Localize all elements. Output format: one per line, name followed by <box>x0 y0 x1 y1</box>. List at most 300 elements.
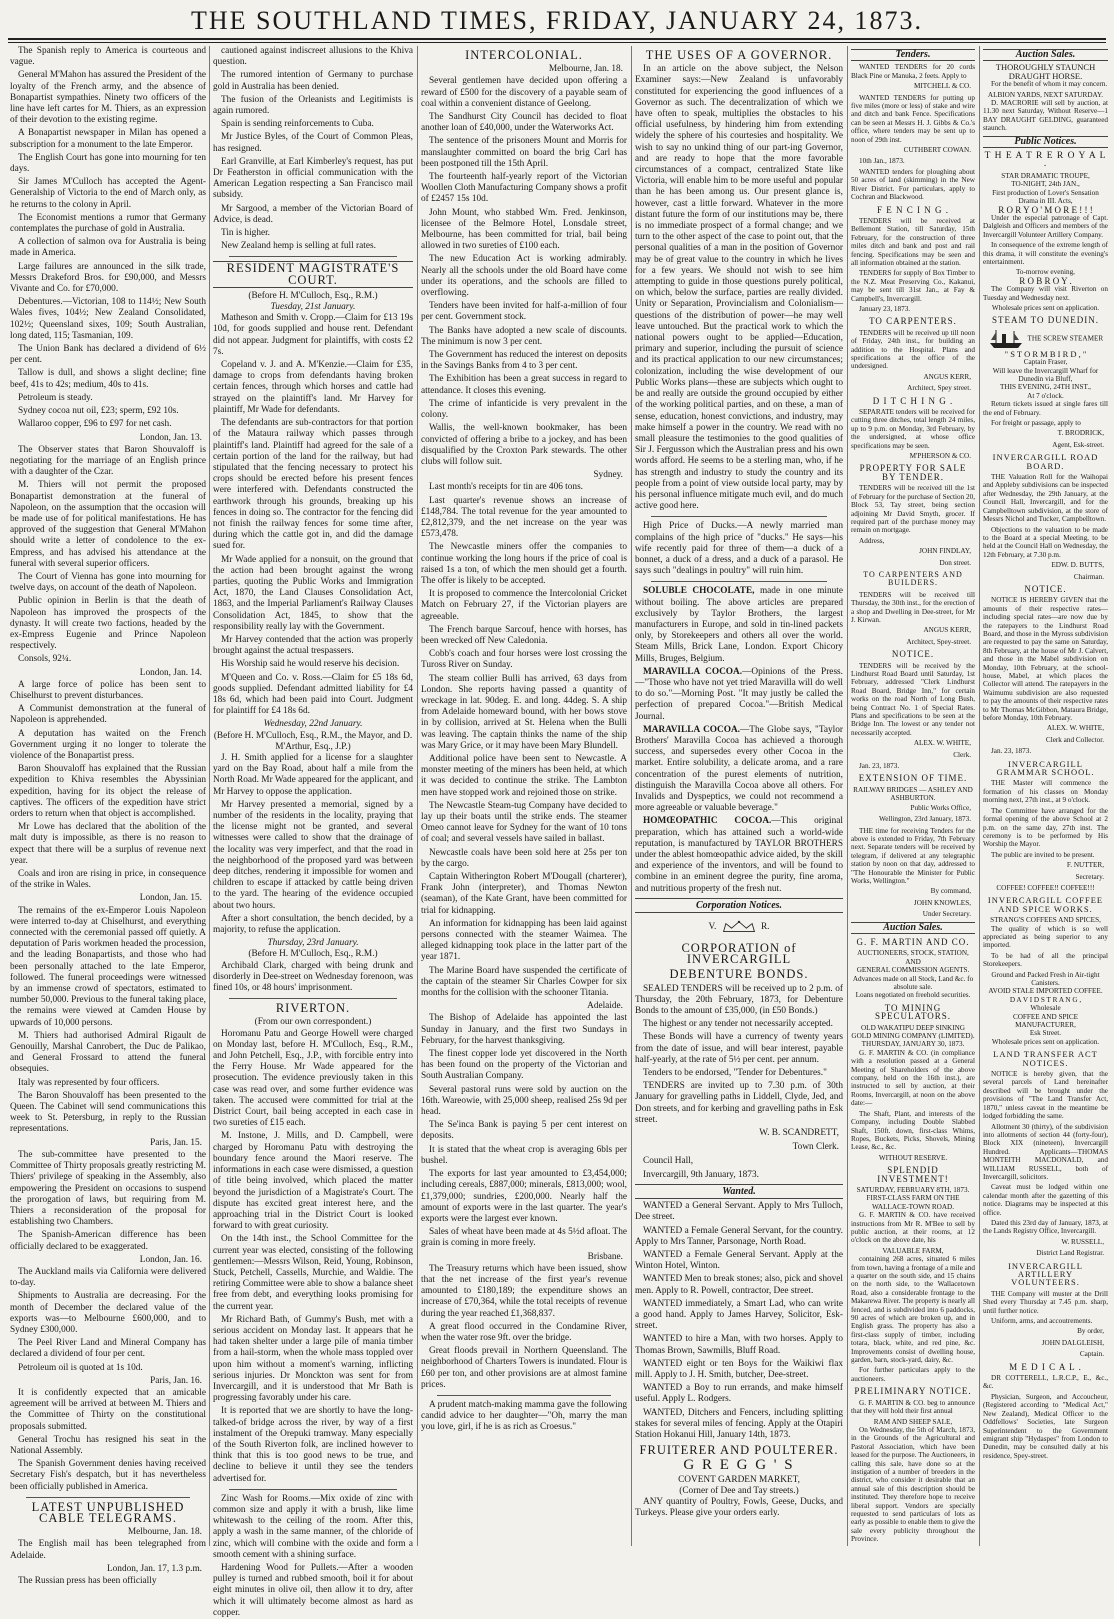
court-bench: (Before H. M'Culloch, Esq., R.M.) <box>248 290 378 301</box>
para-group <box>213 46 413 252</box>
subheading: R O B R O Y . <box>1019 275 1072 286</box>
ad-text: THE Valuation Roll for the Waihopai and Appleby subdivisions can be inspected after Wednesday, the 29th January, at the Council Hall, Invercargill, and for the Campbelltown subdivision, at the store of Messrs Nichol and Tucker, Campbelltown. <box>983 473 1108 524</box>
signature: M'PHERSON & CO. <box>909 452 971 461</box>
paragraph: His Worship said he would reserve his decision. <box>221 659 400 670</box>
column-divider <box>417 46 418 1546</box>
paragraph: The French barque Sarcouf, hence with horses, has been wrecked off New Caledonia. <box>421 624 627 646</box>
para-group <box>10 1150 206 1253</box>
paragraph: General Trochu has resigned his seat in the National Assembly. <box>10 1434 206 1456</box>
paragraph: Zinc Wash for Rooms.—Mix oxide of zinc with common size and apply it with a brush, like lime whitewash to the ceiling of the room. After this, apply a wash in the same manner, of the chloride of zinc, which will combine with the oxide and form a smooth cement with a shining surface. <box>213 1493 413 1560</box>
paragraph: Debentures.—Victorian, 108 to 114½; New South Wales fives, 104½; New Zealand Consolidated, 102½; Queensland sixes, 109; South Australian, long dated, 115; Tasmanian, 109. <box>10 297 206 341</box>
column-divider <box>631 46 632 1546</box>
paragraph: The Bishop of Adelaide has appointed the last Sunday in January, and the first two Sundays in February, for the harvest thanksgiving. <box>421 1013 627 1046</box>
column-divider <box>209 46 210 1546</box>
paragraph: The remains of the ex-Emperor Louis Napoleon were interred to-day at Chiselhurst, and everything connected with the ceremonial passed off quietly. A deputation of Paris workmen headed the procession, and the leading Bonapartists, and those who had been personally attached to the late Emperor, followed. The funeral proceedings were witnessed by an immense crowd of spectators, estimated to number 50,000. Previous to the funeral taking place, the remains were viewed at Camden House by upwards of 10,000 persons. <box>10 905 206 1028</box>
dateline: Adelaide. <box>587 1001 623 1012</box>
paragraph: Earl Granville, at Earl Kimberley's request, has put Dr Featherston in official communication with the American Legation respecting a San Francisco mail subsidy. <box>213 156 413 201</box>
paragraph: Captain Witherington Robert M'Dougall (charterer), Frank John (interpreter), and Thomas Newton (seaman), of the Kate Grant, have been committed for trial for kidnapping. <box>421 872 627 916</box>
subheading: R O R Y O ' M O R E ! ! ! <box>998 204 1093 215</box>
ad-text: Under the especial patronage of Capt. Dalgleish and Officers and members of the Invercargill Volunteer Artillery Company. <box>983 213 1108 239</box>
paragraph: The sentence of the prisoners Mount and Morris for manslaughter committed on board the brig Carl has been postponed till the 15th April. <box>421 136 627 169</box>
ad-title: HOMŒOPATHIC COCOA. <box>643 816 772 827</box>
subheading: Wholesale <box>1030 1004 1061 1013</box>
dateline: Melbourne, Jan. 18. <box>548 64 623 75</box>
para-group <box>421 1264 627 1391</box>
paragraph: Petroleum oil is quoted at 1s 10d. <box>18 1362 143 1373</box>
subheading: THE SCREW STEAMER <box>1027 334 1104 343</box>
signature-title: Secretary. <box>1075 872 1104 881</box>
ad-text: The public are invited to be present. <box>991 850 1095 859</box>
paragraph: WANTED eight or ten Boys for the Waikiwi flax mill. Apply to J. H. Smith, butcher, Dee-street. <box>635 1358 843 1380</box>
crest-left-letter: V. <box>708 922 717 933</box>
paragraph: The crime of infanticide is very prevalent in the colony. <box>421 398 627 421</box>
ad-text: Allotment 30 (thirty), of the subdivision into allotments of section 44 (forty-four), Block XIX (nineteen), Invercargill Hundred. Applicants—THOMAS MONTEITH MACDONALD, and WILLIAM RUSSELL, both of Invercargill, solicitors. <box>983 1122 1108 1181</box>
paragraph: M. Thiers will not permit the proposed Bonapartist demonstration at the funeral of Napoleon, on the assumption that the occasion will be made use of for political manifestations. He has approved of the suggestion that General M'Mahon should write a letter of condolence to the ex-Empress, and has advised his attendance at the funeral with several superior officers. <box>10 480 206 569</box>
signature-title: Don street. <box>939 558 971 567</box>
ad-text: containing 268 acres, situated 6 miles from town, having a frontage of a mile and a quarter on the south side, and 15 chains on the north side, to the Wallacetown Road, also a considerable frontage to the Makarewa River. The property is nearly all fenced, and is subdivided into 6 paddocks, 90 acres of which are broken up, and in English grass. The property has also a first-class supply of timber, including totara, black, white, and red pine, &c. Improvements consist of dwelling house, garden, barn, stock-yard, dairy, &c. <box>851 1255 975 1365</box>
paragraph: The Newcastle Steam-tug Company have decided to lay up their boats until the strike ends. The steamer Omeo cannot leave for Sydney for the want of 10 tons of coal; and several vessels have sailed in ballast. <box>421 800 627 845</box>
section-bar: Auction Sales. <box>851 922 975 934</box>
signature-note: By command, <box>930 887 971 896</box>
ad-text: For further particulars apply to the auctioneers. <box>851 1366 975 1383</box>
subheading: GENERAL COMMISSION AGENTS. <box>856 966 970 975</box>
subheading: FIRST-CLASS FARM ON THE WALLACE-TOWN ROAD. <box>866 1194 960 1211</box>
paragraph: The English mail has been telegraphed from Adelaide. <box>10 1539 206 1561</box>
section-heading: RIVERTON. <box>275 1001 351 1016</box>
dateline: Brisbane. <box>587 1251 623 1262</box>
paragraph: Italy was represented by four officers. <box>18 1077 160 1088</box>
subheading: Captain Fraser, <box>1023 358 1068 367</box>
ad-text: TENDERS for supply of Box Timber to the N.Z. Meat Preserving Co., Kakanui, may be sent till 31st Jan., at Fay & Campbell's, Invercargill. <box>851 269 975 303</box>
date: 10th Jan., 1873. <box>859 157 905 166</box>
section-heading: TO CARPENTERS. <box>869 316 957 327</box>
paragraph: New Zealand hemp is selling at full rates. <box>221 241 376 252</box>
para-group <box>213 753 413 936</box>
subheading: COFFEE! COFFEE!! COFFEE!!! <box>996 883 1095 892</box>
paragraph: Cobb's coach and four horses were lost crossing the Tuross River on Sunday. <box>421 649 627 671</box>
paragraph: Public opinion in Berlin is that the death of Napoleon has improved the prospects of the dynasty. It will create two factions, headed by the ex-Empress Eugenie and Prince Napoleon respectively. <box>10 596 206 652</box>
paragraph: The Union Bank has declared a dividend of 6½ per cent. <box>10 344 206 366</box>
paragraph: Great floods prevail in Northern Queensland. The neighborhood of Charters Towers is inundated. Flour is £60 per ton, and other provisions are at almost famine prices. <box>421 1346 627 1390</box>
paragraph: The Spanish-American difference has been officially declared to be exaggerated. <box>10 1230 206 1252</box>
signature-title: District Land Registrar. <box>1036 1249 1104 1258</box>
paragraph: cautioned against indiscreet allusions to the Khiva question. <box>213 46 413 68</box>
subheading: STAR DRAMATIC TROUPE, <box>1001 171 1090 180</box>
date: Jan. 23, 1873. <box>859 762 900 771</box>
paragraph: The Banks have adopted a new scale of discounts. The minimum is now 3 per cent. <box>421 325 627 347</box>
dateline: London, Jan. 16. <box>139 1254 202 1265</box>
para-group <box>635 984 843 1126</box>
crest-right-letter: R. <box>760 922 770 933</box>
ad-text: TENDERS will be received at Bellemont Station, till Saturday, 15th February, for the construction of three miles ditch and bank and post and rail fencing. Specifications may be seen and all information obtained at the station. <box>851 216 975 267</box>
subheading: ALBION YARDS, NEXT SATURDAY. <box>987 90 1104 99</box>
paragraph: WANTED, Ditchers and Fencers, including splitting stakes for several miles of fencing. Apply at the Otapiri Station Hokanui Hill, January 14th, 1873. <box>635 1407 843 1440</box>
section-heading: NOTICE. <box>891 649 935 660</box>
court-date: Thursday, 23rd January. <box>267 938 359 949</box>
paragraph: John Mount, who stabbed Wm. Fred. Jenkinson, licensee of the Belmore Hotel, Lonsdale street, Melbourne, has been committed for trial, bail being allowed in two sureties of £100 each. <box>421 207 627 252</box>
signature: ALEX. W. WHITE, <box>1046 724 1104 733</box>
signature-title: Architect, Spey-street. <box>906 637 971 646</box>
section-bar: Wanted. <box>635 1184 843 1199</box>
section-heading: INVERCARGILL ARTILLERY VOLUNTEERS. <box>1008 1260 1083 1288</box>
paragraph: TENDERS are invited up to 7.30 p.m. of 30th January for gravelling paths in Liddell, Clyde, Jed, and Don streets, and for kerbing and gravelling paths in Esk street. <box>635 1081 843 1125</box>
section-heading: FRUITERER AND POULTERER. <box>639 1443 839 1458</box>
signature: JOHN FINDLAY, <box>919 547 971 556</box>
section-heading: TO CARPENTERS AND BUILDERS. <box>863 569 963 588</box>
subheading: SATURDAY, FEBRUARY 8TH, 1873. <box>856 1185 970 1194</box>
subheading: TO-NIGHT, 24th JAN., <box>1011 180 1080 189</box>
section-heading: G R E G G ' S <box>683 1457 795 1474</box>
paragraph: A Bonapartist newspaper in Milan has opened a subscription for a monument to the late Emperor. <box>10 128 206 150</box>
paragraph: Mr Richard Bath, of Gummy's Bush, met with a serious accident on Monday last. It appears that he had taken shelter under a large pile of mania timber from a hail-storm, when the whole mass toppled over upon him without a moment's warning, inflicting serious injuries. Dr Monckton was sent for from Invercargill, and it is understood that Mr Bath is progressing favorably under his care. <box>213 1314 413 1404</box>
subheading: First production of Lover's Sensation Drama in III. Acts, <box>992 188 1099 206</box>
ad-text: NOTICE IS HEREBY GIVEN that the amounts of their respective rates—including special rates—are now due by the ratepayers to the Lindhurst Road Board, and those in the Myross subdivision are requested to pay the same on Saturday, 8th February, at the house of Mr J. Calvert, and those in the Mabel subdivision on Monday, 10th February, at the school-house, Mabel, at which places the Collector will attend. The ratepayers in the Waimumu subdivision are also requested to pay the amounts of their respective rates to Mr Thomas McGibbon, Mataura Bridge, before Monday, 10th February. <box>983 596 1108 723</box>
subheading: Wholesale prices sent on application. <box>991 303 1100 312</box>
subheading: VALUABLE FARM, <box>882 1246 944 1255</box>
subheading: AUCTIONEERS, STOCK, STATION, <box>857 949 969 958</box>
section-heading: STEAM TO DUNEDIN. <box>992 315 1099 326</box>
ad-text: THE Company will muster at the Drill Shed every Thursday at 7.45 p.m. sharp, until further notice. <box>983 1289 1108 1315</box>
paragraph: Coals and iron are rising in price, in consequence of the strike in Wales. <box>10 869 206 891</box>
signature: JOHN DALGLEISH, <box>1041 1338 1104 1347</box>
para-group <box>10 445 206 666</box>
subheading: THOROUGHLY STAUNCH DRAUGHT HORSE. <box>995 62 1096 81</box>
paragraph: The Newcastle miners offer the companies to continue working the long hours if the price of coal is raised 1s a ton, of which the men should get a fourth. The offer is likely to be accepted. <box>421 542 627 586</box>
paragraph: M. Instone, J. Mills, and D. Campbell, were charged by Horomanu Patu with destroying the boundary fence around the Maori reserve. The informations in each case were dismissed, a question of title being involved, which placed the matter beyond the jurisdiction of a Magistrate's Court. The dispute has excited great interest here, and the approaching trial in the District Court is looked forward to with great curiosity. <box>213 1131 413 1232</box>
column-divider <box>847 46 848 1546</box>
paragraph: These Bonds will have a currency of twenty years from the date of issue, and will bear interest, payable half-yearly, at the rate of 5½ per cent. per annum. <box>635 1032 843 1065</box>
paragraph: J. H. Smith applied for a license for a slaughter yard on the Bay Road, about half a mile from the North Road. Mr Wade appeared for the applicant, and Mr Harvey to oppose the application. <box>213 752 413 797</box>
ad-text: WANTED TENDERS for 20 cords Black Pine or Manuka, 2 feets. Apply to <box>851 63 975 80</box>
paragraph: ANY quantity of Poultry, Fowls, Geese, Ducks, and Turkeys. Please give your orders early. <box>635 1496 843 1519</box>
column-governor <box>635 46 843 1546</box>
paragraph: Shipments to Australia are decreasing. For the month of December the declared value of the exports was—to Melbourne £600,000, and to Sydney £300,000. <box>10 1291 206 1335</box>
ad-text: DR COTTERELL, L.R.C.P., E., &c., &c. <box>983 1374 1108 1391</box>
paragraph: Tallow is dull, and shows a slight decline; fine beef, 41s to 42s; medium, 40s to 41s. <box>10 368 206 390</box>
paragraph: Spain is sending reinforcements to Cuba. <box>221 119 374 130</box>
ad-text: Uniform, arms, and accoutrements. <box>991 1317 1093 1326</box>
paragraph: The Spanish Government denies having received Secretary Fish's despatch, but it has nevertheless been officially published in America. <box>10 1459 206 1492</box>
paragraph: The Peel River Land and Mineral Company has declared a dividend of four per cent. <box>10 1338 206 1360</box>
ad-text: made in one minute without boiling. The above articles are prepared exclusively by Taylor Brothers, the largest manufacturers in Europe, and sold in tin-lined packets only, by Storekeepers and others all over the world. Steam Mills, Brick Lane, London. Export Chicory Mills, Bruges, Belgium. <box>635 586 843 664</box>
paragraph: Sydney cocoa nut oil, £23; sperm, £92 10s. <box>18 406 179 417</box>
section-heading: LAND TRANSFER ACT NOTICES. <box>993 1049 1098 1068</box>
paragraph: A collection of salmon ova for Australia is being made in America. <box>10 237 206 259</box>
dateline: Sydney. <box>593 470 623 481</box>
dateline: London, Jan. 14. <box>139 667 202 678</box>
crown-icon <box>719 917 759 937</box>
office: Public Works Office, <box>910 803 971 812</box>
paragraph: A deputation has waited on the French Government urging it no longer to tolerate the violence of the Bonapartist press. <box>10 728 206 761</box>
paragraph: A prudent match-making mamma gave the following candid advice to her daughter—"Oh, marry the man you love, girl, if he is as rich as Croesus." <box>421 1399 627 1433</box>
section-heading: PROPERTY FOR SALE BY TENDER. <box>859 463 967 482</box>
paragraph: Copeland v. J. and A. M'Kenzie.—Claim for £35, damage to crops from defendants having broken certain fences, through which horses and cattle had strayed on the plaintiff's land. Mr Harvey for plaintiff, Mr Wade for defendants. <box>213 360 413 415</box>
date: January 23, 1873. <box>859 304 911 313</box>
subheading: OLD WAKATIPU DEEP SINKING GOLD MINING COMPANY (LIMITED). <box>851 1023 975 1041</box>
section-heading: PRELIMINARY NOTICE. <box>854 1386 972 1397</box>
section-heading: EXTENSION OF TIME. <box>858 773 968 784</box>
ad-text: The Company will visit Riverton on Tuesday and Wednesday next. <box>983 285 1108 302</box>
place: Council Hall, <box>643 1156 694 1167</box>
subheading: At 7 o'clock. <box>1027 391 1064 400</box>
paragraph: The Sandhurst City Council has decided to float another loan of £40,000, under the Waterworks Act. <box>421 112 627 134</box>
paragraph: M'Queen and Co. v. Ross.—Claim for £5 18s 6d, goods supplied. Defendant admitted liability for £4 18s 6d, which had been paid into Court. Judgment for plaintiff for £4 18s 6d. <box>213 672 413 717</box>
ad-text: Address, <box>859 536 885 545</box>
subheading: AND <box>905 957 921 966</box>
ad-text: WANTED tenders for ploughing about 50 acres of land (skimming) in the New River District. For particulars, apply to Cochran and Blackwood. <box>851 167 975 202</box>
ad-text: G. F. MARTIN & CO. beg to announce that they will hold their first annual <box>851 1398 975 1416</box>
para-group <box>635 64 843 512</box>
column-cable-news <box>10 46 206 1586</box>
ad-text: —This original preparation, which has attained such a world-wide reputation, is manufactured by TAYLOR BROTHERS under the ablest homœopathic advice aided, by the skill and experience of the inventors, and will be found to combine in an eminent degree the purity, fine aroma, and nutritious property of the fresh nut. <box>635 816 843 894</box>
para-group <box>421 482 627 999</box>
signature-title: Clerk. <box>953 750 971 759</box>
paragraph: On the 14th inst., the School Committee for the current year was elected, consisting of the following gentlemen:—Messrs Wilson, Reid, Young, Robinson, Stuck, Petchell, Cassells, Murchie, and Waldie. The retiring Committee were able to show a balance sheet free from debt, and everything looks promising for the current year. <box>213 1234 413 1312</box>
dateline: Paris, Jan. 16. <box>150 1375 202 1386</box>
paragraph: Mr Wade applied for a nonsuit, on the ground that the action had been brought against the wrong parties, quoting the Public Works and Immigration Act, 1870, the Land Clauses Consolidation Act, 1863, and the Imperial Parliament's Railway Clauses Consolidation Act, 1845, to show that the responsibility really lay with the Government. <box>213 554 413 632</box>
paragraph: Tenders have been invited for half-a-million of four per cent. Government stock. <box>421 301 627 323</box>
signature-title: Architect, Spey street. <box>907 384 971 393</box>
column-intercolonial <box>421 46 627 1546</box>
paragraph: Tenders to be endorsed, "Tender for Debentures." <box>643 1068 827 1079</box>
court-date: Wednesday, 22nd January. <box>263 719 363 730</box>
paragraph: The fusion of the Orleanists and Legitimists is again rumored. <box>213 94 413 117</box>
subheading: THIS EVENING, 24TH INST., <box>1000 383 1091 392</box>
office: Wellington, 23rd January, 1873. <box>879 815 971 824</box>
para-group <box>421 1013 627 1249</box>
ad-text: G. F. MARTIN & CO. have received instructions from Mr R. M'Bee to sell by public auction, at their rooms, at 12 o'clock on the above date, his <box>851 1211 975 1245</box>
ad-text: THE time for receiving Tenders for the above is extended to Friday, 7th February next. Separate tenders will be received by telegram, if delivered at any telegraphic station by noon on that day, addressed to "The Honourable the Minister for Public Works, Wellington." <box>851 826 975 885</box>
section-heading: M E D I C A L . <box>1009 1361 1082 1372</box>
paragraph: Petroleum is steady. <box>18 392 93 403</box>
signature: CUTHBERT COWAN. <box>903 146 971 155</box>
ad-text: WANTED TENDERS for putting up five miles (more or less) of stake and wire and ditch and bank Fence. Specifications can be seen at Messrs H. J. Gibbs & Co.'s office, where tenders may be sent up to noon of 29th inst. <box>851 93 975 144</box>
ad-text: G. F. MARTIN & CO. (in compliance with a resolution passed at a General Meeting of Shareholders of the above company, held on the 16th inst.), are instructed to sell by auction, at their Rooms, Invercargill, at noon on the above date:— <box>851 1048 975 1108</box>
ad-text: The Committee have arranged for the formal opening of the above School at 2 p.m. on the same day, 27th inst. The ceremony is to be performed by His Worship the Mayor. <box>983 806 1108 849</box>
section-heading: DEBENTURE BONDS. <box>669 967 809 982</box>
subheading: COFFEE AND SPICE MANUFACTURER, <box>1012 1012 1079 1030</box>
steamer-line <box>983 328 1108 350</box>
paragraph: Wallaroo copper, £96 to £97 for net cash. <box>18 419 172 430</box>
para-group <box>10 1267 206 1374</box>
subheading: To-morrow evening, <box>1016 268 1075 277</box>
court-date: Tuesday, 21st January. <box>270 302 356 313</box>
signature: JOHN KNOWLES, <box>913 898 971 907</box>
subheading: Advances made on all Stock, Land &c. fo absolute sale. <box>852 974 974 991</box>
subheading: (From our own correspondent.) <box>254 1017 372 1028</box>
subheading: COVENT GARDEN MARKET, <box>678 1474 800 1485</box>
paragraph: Mr Lowe has declared that the abolition of the malt duty is impossible, as there is no reason to expect that there will be a surplus of revenue next year. <box>10 822 206 866</box>
para-group <box>421 76 627 468</box>
ad-text: Physician, Surgeon, and Accoucheur, (Registered according to "Medical Act," New Zealand), Medical Officer to the Oddfellows' Societies, late Surgeon Superintendent to the Government emigrant ship "Hydaspes" from London to Dunedin, may be consulted daily at his residence, Spey-street. <box>983 1392 1108 1460</box>
section-heading: RESIDENT MAGISTRATE'S COURT. <box>213 261 413 287</box>
paragraph: A Communist demonstration at the funeral of Napoleon is apprehended. <box>10 704 206 726</box>
para-group <box>10 906 206 1136</box>
ad-text: —Opinions of the Press.—"Those who have not yet tried Maravilla will do well to do so."—Morning Post. "It may justly be called the perfection of prepared Cocoa."—British Medical Journal. <box>635 666 843 722</box>
paragraph: The steam collier Bulli has arrived, 63 days from London. She reports having passed a quantity of wreckage in lat. 90deg. E. and long. 44deg. S. A ship from Adelaide homeward bound, with her bows stove in by collision, arrived at St. Helena when the Bulli was leaving. The captain thinks the name of the ship was Mary Grice, or it may have been Mary Blundell. <box>421 673 627 751</box>
ad-text: Objections to the valuation to be made to the Board at a special Meeting, to be held at the Council Hall on Wednesday, the 12th February, at 7.30 p.m. <box>983 525 1108 559</box>
signature-title: Under Secretary. <box>922 910 971 919</box>
ad-text: For freight or passage, apply to <box>991 419 1081 428</box>
subheading: Will leave the Invercargill Wharf for Dunedin via Bluff, <box>992 366 1099 383</box>
paragraph: Baron Shouvaloff has explained that the Russian expedition to Khiva resembles the Abyssinian expedition, having for its object the release of captives. The officers of the expedition have strict orders to return when that object is accomplished. <box>10 764 206 819</box>
section-heading: CORPORATION of INVERCARGILL <box>681 941 797 967</box>
paragraph: Additional police have been sent to Newcastle. A monster meeting of the miners has been held, at which it was decided to continue the strike. The Lambton men have stopped work and rejoined those on strike. <box>421 753 627 798</box>
paragraph: The Exhibition has been a great success in regard to attendance. It closes this evening. <box>421 374 627 396</box>
subheading: (Corner of Dee and Tay streets.) <box>679 1485 799 1496</box>
section-heading: T H E A T R E R O Y A L . <box>984 151 1107 170</box>
signature: ALEX. W. WHITE, <box>913 739 971 748</box>
column-court <box>213 46 413 1618</box>
signature: W. B. SCANDRETT, <box>759 1128 839 1139</box>
signature-note: By order, <box>1077 1327 1104 1336</box>
dateline: Melbourne, Jan. 18. <box>127 1527 202 1538</box>
paragraph: Large failures are announced in the silk trade, Messrs Drakeford Bros. for £90,000, and Messrs Vivante and Co. for £70,000. <box>10 261 206 295</box>
ad-text: TENDERS will be received till the 1st of February for the purchase of Section 20, Block 53, Tay street, being section adjoining Mr David Smyth, grocer. If required part of the purchase money may remain on mortgage. <box>851 484 975 535</box>
ad-text: The quality of which is so well appreciated as being superior to any imported. <box>983 924 1108 950</box>
paragraph: An information for kidnapping has been laid against persons connected with the steamer Waimea. The alleged kidnapping took place in the latter part of the year 1871. <box>421 918 627 963</box>
subheading: STRANG'S COFFEES AND SPICES, <box>990 916 1101 925</box>
paragraph: It is reported that we are shortly to have the long-talked-of bridge across the river, by way of a first instalment of the Orepuki tramway. Many especially of the South Riverton folk, are inclined however to think that this is too good news to be true, and decline to believe it until they see the tenders advertised for. <box>213 1406 413 1484</box>
para-group <box>213 313 413 717</box>
paragraph: Several pastoral runs were sold by auction on the 16th. Wareowie, with 25,000 sheep, realised 25s 9d per head. <box>421 1084 627 1118</box>
paragraph: Wallis, the well-known bookmaker, has been convicted of offering a bribe to a jockey, and has been disqualified by the Croxton Park stewards. The other clubs will follow suit. <box>421 423 627 467</box>
signature: ANGUS KERR, <box>923 626 971 635</box>
signature: ANGUS KERR, <box>923 372 971 381</box>
ad-text: To be had of all the principal Storekeepers. <box>983 951 1108 969</box>
royal-crest <box>635 915 843 939</box>
section-bar: Public Notices. <box>983 136 1108 148</box>
paragraph: High Price of Ducks.—A newly married man complains of the high price of "ducks." He says—his wife recently paid for three of them—a duck of a bonnet, a duck of a dress, and a duck of a parasol. He says such "dealings in poultry" will ruin him. <box>635 521 843 577</box>
dateline: London, Jan. 15. <box>139 893 202 904</box>
subheading: WITHOUT RESERVE. <box>878 1153 948 1162</box>
signature: MITCHELL & CO. <box>913 82 971 91</box>
ad-title: MARAVILLA COCOA. <box>643 724 740 735</box>
paragraph: The Se'inca Bank is paying 5 per cent interest on deposits. <box>421 1120 627 1142</box>
subheading: Ground and Packed Fresh in Air-tight Canisters. <box>991 970 1100 987</box>
paragraph: The Government has reduced the interest on deposits in the Savings Banks from 4 to 3 per cent. <box>421 350 627 372</box>
paragraph: Sales of wheat have been made at 4s 5½d afloat. The grain is coming in more freely. <box>421 1227 627 1249</box>
ad-title: SOLUBLE CHOCOLATE, <box>643 586 755 597</box>
subheading: THURSDAY, JANUARY 30, 1873. <box>861 1040 965 1049</box>
ad-text: TENDERS will be received by the Lindhurst Road Board until Saturday, 1st February, addressed "Clerk Lindhurst Road Board, Bridge Inn," for certain works on the road North of Long Bush, being Contract No. 1 of Special Rates. Plans and specifications to be seen at the Bridge Inn. The lowest or any tender not necessarily accepted. <box>851 661 975 737</box>
section-heading: INVERCARGILL GRAMMAR SCHOOL. <box>996 758 1095 778</box>
paragraph: It is confidently expected that an amicable agreement will be arrived at between M. Thiers and the Committee of Thirty on the constitutional proposals submitted. <box>10 1387 206 1432</box>
ad-text: THE Master will commence the formation of his classes on Monday morning next, 27th inst., at 9 o'clock. <box>983 779 1108 805</box>
section-heading: NOTICE. <box>1024 583 1067 594</box>
place: Invercargill, 9th January, 1873. <box>643 1169 759 1180</box>
signature: W. RUSSELL, <box>1061 1237 1104 1246</box>
paragraph: The defendants are sub-contractors for that portion of the Mataura railway which passes through plaintiff's land. Plaintiff had agreed for the sale of a certain portion of the land for the railway, but had stipulated that the fencing necessary to protect his crops should be erected before his present fences were interfered with. Defendants constructed the earthwork through his grounds, breaking up his fences in doing so. The contractor for the fencing did not finish the railway fences for some time after, during which the cattle got in, and did the damage sued for. <box>213 418 413 552</box>
paragraph: Mr Harvey presented a memorial, signed by a number of the residents in the locality, praying that the license might not be granted, and several witnesses were called to show that the drainage of the locality was very imperfect, and that the road in the neighborhood of the proposed yard was between deep ditches, rendering it impossible for women and children to escape if attacked by cattle being driven to the yard. The hearing of the evidence occupied about two hours. <box>213 799 413 911</box>
paragraph: A great flood occurred in the Condamine River, when the water rose 9ft. over the bridge. <box>421 1321 627 1343</box>
ad-text: TENDERS will be received till Thursday, the 30th inst., for the erection of a shop and Dwelling in Dee-street, for Mr J. Kirwan. <box>851 590 975 624</box>
court-bench: (Before H. M'Culloch, Esq., R.M., the Mayor, and D. M'Arthur, Esq., J.P.) <box>213 730 413 752</box>
paragraph: WANTED immediately, a Smart Lad, who can write a good hand. Apply to James Harvey, Solicitor, Esk-street. <box>635 1298 843 1332</box>
paragraph: The Russian press has been officially <box>18 1576 157 1586</box>
paragraph: The rumored intention of Germany to purchase gold in Australia has been denied. <box>213 70 413 92</box>
paragraph: SEALED TENDERS will be received up to 2 p.m. of Thursday, the 20th February, 1873, for Debenture Bonds to the amount of £35,000, (in £50 Bonds.) <box>635 983 843 1017</box>
paragraph: WANTED a Boy to run errands, and make himself useful. Apply L. Rodgers. <box>635 1383 843 1405</box>
column-divider <box>979 46 980 1546</box>
paragraph: The new Education Act is working admirably. Nearly all the schools under the old Board have come under its operations, and the schools are filled to overflowing. <box>421 254 627 299</box>
ad-title: MARAVILLA COCOA. <box>643 666 743 677</box>
paragraph: The Auckland mails via California were delivered to-day. <box>10 1266 206 1289</box>
subheading: Wholesale prices sent on application. <box>991 1037 1100 1046</box>
paragraph: The fourteenth half-yearly report of the Victorian Woollen Cloth Manufacturing Company shows a profit of £2457 15s 10d. <box>421 172 627 205</box>
section-bar: Corporation Notices. <box>635 898 843 913</box>
signature-title: Clerk and Collector. <box>1045 735 1104 744</box>
paragraph: Tin is higher. <box>221 228 270 239</box>
paragraph: WANTED a Female General Servant, for the country. Apply to Mrs Tanner, Parsonage, North Road. <box>635 1225 843 1247</box>
dateline: London, Jan. 13. <box>139 432 202 443</box>
column-notices <box>983 46 1108 1546</box>
masthead-rule <box>8 38 1106 40</box>
subheading: RAM AND SHEEP SALE, <box>873 1417 953 1426</box>
date: Jan. 23, 1873. <box>991 747 1032 756</box>
subheading: RAILWAY BRIDGES — ASHLEY AND ASHBURTON. <box>853 785 973 803</box>
paragraph: The Observer states that Baron Shouvaloff is negotiating for the marriage of an English prince with a daughter of the Czar. <box>10 444 206 478</box>
paragraph: The sub-committee have presented to the Committee of Thirty proposals greatly restricting M. Thiers' privilege of speaking in the Assembly, also empowering the President on occasions to suspend the prorogation of laws, but requiring from M. Thiers a reconsideration of the proposal for establishing two Chambers. <box>10 1149 206 1228</box>
ad-text: Return tickets issued at single fares till the end of February. <box>983 400 1108 417</box>
subheading: D A V I D S T R A N G , <box>1009 995 1082 1004</box>
court-bench: (Before H. M'Culloch, Esq., R.M.) <box>248 949 378 960</box>
section-heading: TO MINING SPECULATORS. <box>874 1002 952 1022</box>
paragraph: The highest or any tender not necessarily accepted. <box>643 1019 833 1030</box>
para-group <box>10 680 206 892</box>
ad-text: Dated this 23rd day of January, 1873, at the Lands Registry Office, Invercargill. <box>983 1218 1108 1236</box>
section-heading: INTERCOLONIAL. <box>465 48 583 62</box>
section-heading: SPLENDID INVESTMENT! <box>877 1165 949 1184</box>
paragraph: The Baron Shouvaloff has been presented to the Queen. The Cabinet will send communications this week to St. Petersburg, in reply to the Russian representations. <box>10 1090 206 1135</box>
paragraph: The exports for last year amounted to £3,454,000; including cereals, £887,000; minerals, £813,000; wool, £1,379,000; sundries, £200,000. Nearly half the amount of exports were in the last quarter. The year's exports were the largest ever known. <box>421 1169 627 1224</box>
paragraph: Horomanu Patu and George Howell were charged on Monday last, before H. M'Culloch, Esq., R.M., and John Petchell, Esq., J.P., with forcible entry into the Ferry House. Mr Wade appeared for the prosecution. The evidence previously taken in this case was read over, and some further evidence was taken. The accused were committed for trial at the District Court, bail being accepted in each case in two sureties of £15 each. <box>213 1028 413 1129</box>
paragraph: Archibald Clark, charged with being drunk and disorderly in Dee-street on Wednesday forenoon, was fined 10s, or 48 hours' imprisonment. <box>213 960 413 994</box>
signature-title: Agent, Esk-street. <box>1052 440 1104 449</box>
paragraph: Mr Sargood, a member of the Victorian Board of Advice, is dead. <box>213 203 413 225</box>
paragraph: Matheson and Smith v. Cropp.—Claim for £13 19s 10d, for goods supplied and house rent. Defendant did not appear. Judgment for plaintiffs, with costs £2 7s. <box>213 313 413 357</box>
paragraph: General M'Mahon has assured the President of the loyalty of the French army, and the absence of Bonapartist sympathies. Ninety two officers of the line have left cartes for M. Thiers, as an expression of their devotion to the existing regime. <box>10 70 206 126</box>
para-group <box>10 1388 206 1493</box>
paragraph: Last month's receipts for tin are 406 tons. <box>429 482 584 493</box>
paragraph: Hardening Wood for Pullets.—After a wooden pulley is turned and rubbed smooth, boil it for about eight minutes in olive oil, then allow it to dry, after which it will ultimately become almost as hard as copper. <box>213 1563 413 1618</box>
subheading: Loans negotiated on freehold securities. <box>855 991 971 1000</box>
section-heading: LATEST UNPUBLISHED CABLE TELEGRAMS. <box>31 1499 185 1525</box>
ad-text: TENDERS will be received up till noon of Friday, 24th inst., for building an addition to the Hospital. Plans and specifications at the office of the undersigned. <box>851 328 975 371</box>
paragraph: It is proposed to commence the Intercolonial Cricket Match on February 27, if the Victorian players are agreeable. <box>421 589 627 622</box>
para-group <box>213 1029 413 1485</box>
signature-title: Chairman. <box>1073 572 1104 581</box>
section-heading: F E N C I N G . <box>876 204 949 215</box>
paragraph: WANTED to hire a Man, with two horses. Apply to Thomas Brown, Sawmills, Bluff Road. <box>635 1334 843 1356</box>
dateline: Paris, Jan. 15. <box>150 1137 202 1148</box>
paragraph: It is stated that the wheat crop is averaging 6bls per bushel. <box>421 1144 627 1166</box>
paragraph: The Treasury returns which have been issued, show that the net increase of the first year's revenue amounted to £180,189; the expenditure shows an increase of £70,364, while the total receipts of revenue during the year reached £1,368,837. <box>421 1263 627 1319</box>
paragraph: M. Thiers had authorised Admiral Rigault de Genouilly, Marshal Canrobert, the Duc de Palikao, and General Frossard to attend the funeral obsequies. <box>10 1030 206 1075</box>
paragraph: WANTED a Female General Servant. Apply at the Winton Hotel, Winton. <box>635 1249 843 1272</box>
ad-text: D. MACRORIE will sell by auction, at 11.30 next Saturday, Without Reserve—1 BAY DRAUGHT GELDING, guaranteed staunch. <box>983 99 1108 133</box>
paragraph: Newcastle coals have been sold here at 25s per ton by the cargo. <box>421 847 627 869</box>
signature-title: Town Clerk. <box>792 1142 839 1153</box>
paragraph: Sir James M'Culloch has accepted the Agent-Generalship of Victoria to the end of March only, as he returns to the colony in April. <box>10 177 206 210</box>
paragraph: Last quarter's revenue shows an increase of £148,784. The total revenue for the year amounted to £2,812,379, and the net increase on the year was £573,478. <box>421 495 627 540</box>
subheading: " S T O R M B I R D , " <box>1004 348 1087 359</box>
ad-text: The Shaft, Plant, and interests of the Company, including Double Slabbed Shaft, 150ft. down, first-class Whims, Ropes, Buckets, Picks, Shovels, Mining Lease, &c., &c. <box>851 1109 975 1152</box>
section-heading: INVERCARGILL ROAD BOARD. <box>992 452 1099 471</box>
section-heading: G. F. MARTIN AND CO. <box>856 936 970 947</box>
signature: T. BRODRICK, <box>1057 429 1104 438</box>
paragraph: The Court of Vienna has gone into mourning for twelve days, on account of the death of Napoleon. <box>10 571 206 594</box>
